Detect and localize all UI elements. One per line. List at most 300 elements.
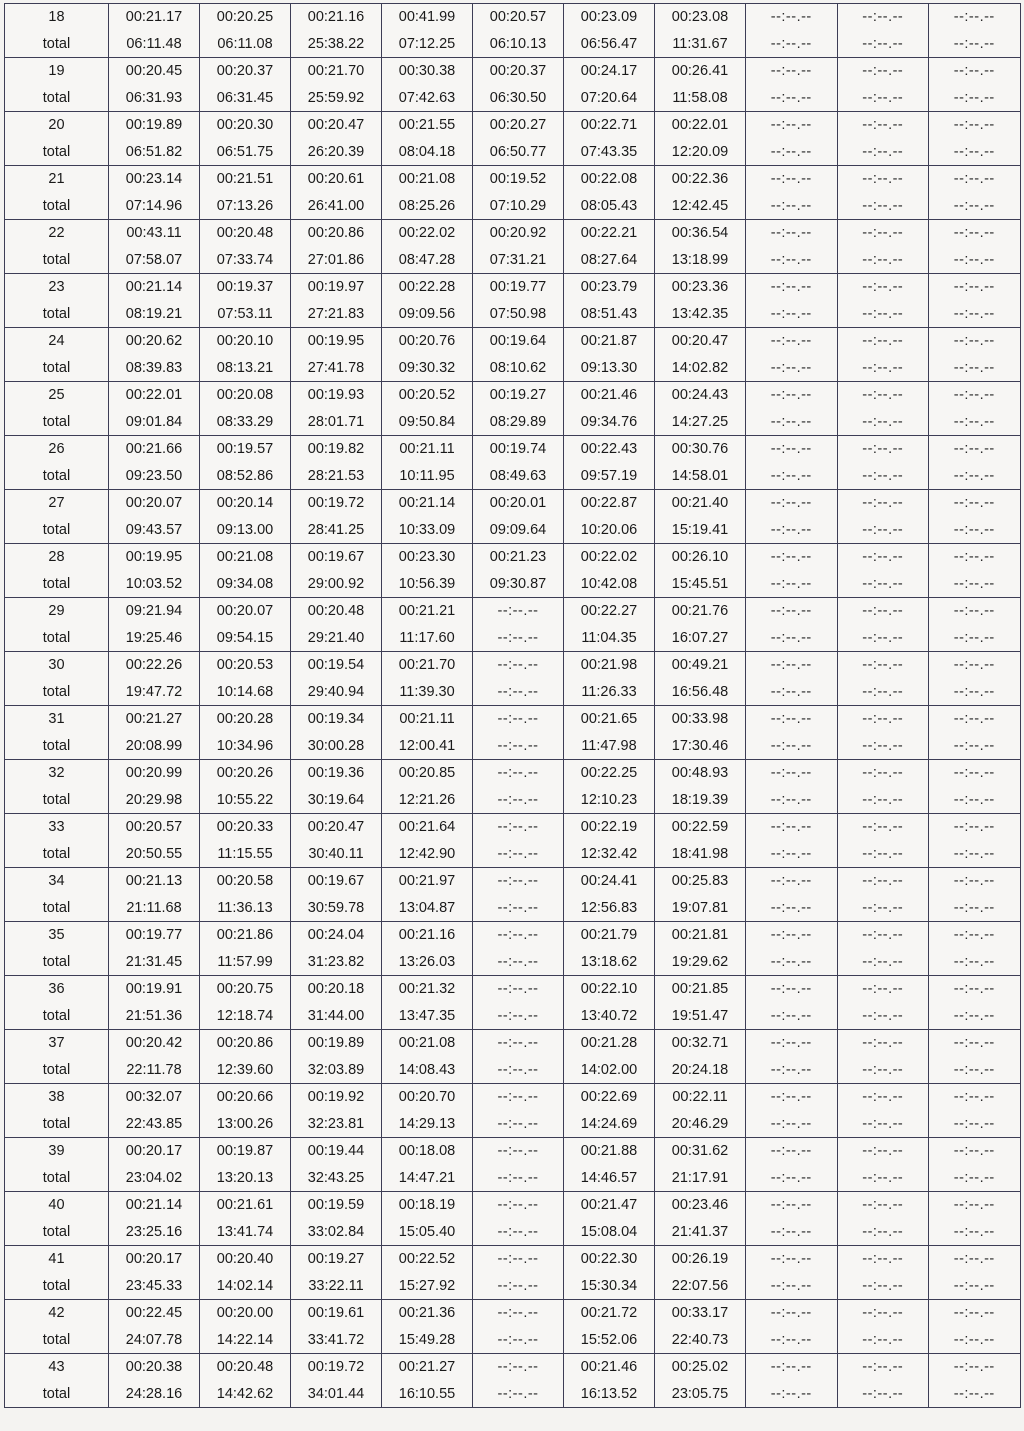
time-cell: 00:22.71 xyxy=(564,112,655,139)
lap-number: 28 xyxy=(5,544,109,571)
time-cell: --:--.-- xyxy=(837,382,929,409)
time-cell: 20:29.98 xyxy=(109,787,200,814)
time-cell: --:--.-- xyxy=(746,301,838,328)
time-cell: --:--.-- xyxy=(746,976,838,1003)
time-cell: 00:30.38 xyxy=(382,58,473,85)
total-row xyxy=(5,517,1021,544)
time-cell: 14:08.43 xyxy=(382,1057,473,1084)
time-cell: --:--.-- xyxy=(473,1354,564,1381)
time-cell: 00:49.21 xyxy=(655,652,746,679)
time-cell: 00:21.72 xyxy=(564,1300,655,1327)
time-cell: 06:51.75 xyxy=(200,139,291,166)
time-cell: 28:01.71 xyxy=(291,409,382,436)
total-label: total xyxy=(5,787,109,814)
time-cell: 00:21.21 xyxy=(382,598,473,625)
time-cell: --:--.-- xyxy=(837,193,929,220)
lap-row xyxy=(5,976,1021,1003)
time-cell: --:--.-- xyxy=(929,1192,1021,1219)
time-cell: --:--.-- xyxy=(929,1246,1021,1273)
time-cell: 16:56.48 xyxy=(655,679,746,706)
time-cell: 00:20.37 xyxy=(200,58,291,85)
time-cell: 00:19.95 xyxy=(291,328,382,355)
time-cell: 00:21.98 xyxy=(564,652,655,679)
lap-row xyxy=(5,1246,1021,1273)
time-cell: 00:43.11 xyxy=(109,220,200,247)
time-cell: 00:20.70 xyxy=(382,1084,473,1111)
time-cell: 00:20.86 xyxy=(200,1030,291,1057)
time-cell: 00:21.16 xyxy=(291,4,382,31)
lap-row xyxy=(5,112,1021,139)
time-cell: --:--.-- xyxy=(929,85,1021,112)
time-cell: 00:20.30 xyxy=(200,112,291,139)
time-cell: 29:40.94 xyxy=(291,679,382,706)
total-label: total xyxy=(5,1165,109,1192)
time-cell: 00:22.25 xyxy=(564,760,655,787)
total-row xyxy=(5,1219,1021,1246)
time-cell: 15:05.40 xyxy=(382,1219,473,1246)
time-cell: --:--.-- xyxy=(837,1165,929,1192)
time-cell: 00:23.79 xyxy=(564,274,655,301)
total-row xyxy=(5,679,1021,706)
time-cell: --:--.-- xyxy=(837,1219,929,1246)
time-cell: --:--.-- xyxy=(929,760,1021,787)
time-cell: 22:40.73 xyxy=(655,1327,746,1354)
time-cell: 00:21.14 xyxy=(109,274,200,301)
time-cell: --:--.-- xyxy=(473,652,564,679)
time-cell: --:--.-- xyxy=(929,706,1021,733)
total-row xyxy=(5,1381,1021,1408)
lap-number: 33 xyxy=(5,814,109,841)
total-row xyxy=(5,31,1021,58)
time-cell: --:--.-- xyxy=(746,409,838,436)
total-label: total xyxy=(5,1057,109,1084)
time-cell: 07:53.11 xyxy=(200,301,291,328)
time-cell: 06:50.77 xyxy=(473,139,564,166)
time-cell: 00:21.23 xyxy=(473,544,564,571)
time-cell: 00:21.13 xyxy=(109,868,200,895)
time-cell: 00:20.37 xyxy=(473,58,564,85)
time-cell: 00:20.52 xyxy=(382,382,473,409)
time-cell: --:--.-- xyxy=(837,598,929,625)
time-cell: --:--.-- xyxy=(473,1003,564,1030)
time-cell: 00:22.19 xyxy=(564,814,655,841)
time-cell: --:--.-- xyxy=(929,814,1021,841)
time-cell: 00:21.27 xyxy=(109,706,200,733)
time-cell: --:--.-- xyxy=(929,31,1021,58)
time-cell: 00:21.08 xyxy=(200,544,291,571)
time-cell: 00:22.43 xyxy=(564,436,655,463)
time-cell: --:--.-- xyxy=(837,139,929,166)
time-cell: 00:20.92 xyxy=(473,220,564,247)
time-cell: 07:50.98 xyxy=(473,301,564,328)
time-cell: 00:20.45 xyxy=(109,58,200,85)
time-cell: --:--.-- xyxy=(746,1300,838,1327)
time-cell: --:--.-- xyxy=(929,1300,1021,1327)
time-cell: 07:10.29 xyxy=(473,193,564,220)
time-cell: 00:19.67 xyxy=(291,868,382,895)
time-cell: 24:28.16 xyxy=(109,1381,200,1408)
time-cell: 00:21.70 xyxy=(382,652,473,679)
time-cell: 19:07.81 xyxy=(655,895,746,922)
time-cell: --:--.-- xyxy=(473,814,564,841)
time-cell: --:--.-- xyxy=(837,1138,929,1165)
time-cell: 00:20.62 xyxy=(109,328,200,355)
lap-number: 41 xyxy=(5,1246,109,1273)
total-row xyxy=(5,1327,1021,1354)
time-cell: 00:20.38 xyxy=(109,1354,200,1381)
time-cell: 20:08.99 xyxy=(109,733,200,760)
time-cell: --:--.-- xyxy=(746,1327,838,1354)
time-cell: --:--.-- xyxy=(837,1030,929,1057)
time-cell: 00:19.89 xyxy=(291,1030,382,1057)
time-cell: 30:59.78 xyxy=(291,895,382,922)
time-cell: 16:10.55 xyxy=(382,1381,473,1408)
time-cell: --:--.-- xyxy=(746,1192,838,1219)
lap-number: 38 xyxy=(5,1084,109,1111)
time-cell: 29:00.92 xyxy=(291,571,382,598)
time-cell: 23:45.33 xyxy=(109,1273,200,1300)
time-cell: --:--.-- xyxy=(746,436,838,463)
time-cell: 00:21.27 xyxy=(382,1354,473,1381)
time-cell: 00:19.87 xyxy=(200,1138,291,1165)
time-cell: 09:09.64 xyxy=(473,517,564,544)
time-cell: 00:21.81 xyxy=(655,922,746,949)
time-cell: 08:19.21 xyxy=(109,301,200,328)
time-cell: 10:55.22 xyxy=(200,787,291,814)
total-row xyxy=(5,409,1021,436)
time-cell: 32:03.89 xyxy=(291,1057,382,1084)
time-cell: 08:13.21 xyxy=(200,355,291,382)
time-cell: 32:43.25 xyxy=(291,1165,382,1192)
time-cell: --:--.-- xyxy=(746,1354,838,1381)
time-cell: 00:21.46 xyxy=(564,1354,655,1381)
lap-row xyxy=(5,382,1021,409)
time-cell: 00:22.52 xyxy=(382,1246,473,1273)
time-cell: 09:23.50 xyxy=(109,463,200,490)
time-cell: --:--.-- xyxy=(837,625,929,652)
time-cell: --:--.-- xyxy=(837,841,929,868)
time-cell: 11:26.33 xyxy=(564,679,655,706)
time-cell: 15:49.28 xyxy=(382,1327,473,1354)
time-cell: 00:19.92 xyxy=(291,1084,382,1111)
time-cell: --:--.-- xyxy=(929,1273,1021,1300)
total-label: total xyxy=(5,301,109,328)
time-cell: --:--.-- xyxy=(929,112,1021,139)
time-cell: 09:57.19 xyxy=(564,463,655,490)
time-cell: 00:24.17 xyxy=(564,58,655,85)
time-cell: 00:18.19 xyxy=(382,1192,473,1219)
time-cell: 14:46.57 xyxy=(564,1165,655,1192)
time-cell: 00:20.57 xyxy=(473,4,564,31)
lap-row xyxy=(5,328,1021,355)
table-body xyxy=(5,4,1021,1408)
time-cell: --:--.-- xyxy=(837,1246,929,1273)
time-cell: 06:11.08 xyxy=(200,31,291,58)
time-cell: 00:20.75 xyxy=(200,976,291,1003)
time-cell: 00:19.61 xyxy=(291,1300,382,1327)
lap-number: 22 xyxy=(5,220,109,247)
time-cell: 00:22.21 xyxy=(564,220,655,247)
time-cell: 19:29.62 xyxy=(655,949,746,976)
time-cell: 00:22.36 xyxy=(655,166,746,193)
time-cell: --:--.-- xyxy=(746,652,838,679)
time-cell: --:--.-- xyxy=(929,679,1021,706)
lap-number: 32 xyxy=(5,760,109,787)
time-cell: 12:32.42 xyxy=(564,841,655,868)
time-cell: --:--.-- xyxy=(473,733,564,760)
time-cell: 00:19.74 xyxy=(473,436,564,463)
time-cell: --:--.-- xyxy=(746,328,838,355)
time-cell: --:--.-- xyxy=(929,436,1021,463)
time-cell: 00:20.40 xyxy=(200,1246,291,1273)
time-cell: 28:21.53 xyxy=(291,463,382,490)
time-cell: 13:26.03 xyxy=(382,949,473,976)
time-cell: 14:29.13 xyxy=(382,1111,473,1138)
time-cell: 00:21.55 xyxy=(382,112,473,139)
lap-number: 27 xyxy=(5,490,109,517)
time-cell: --:--.-- xyxy=(837,247,929,274)
time-cell: --:--.-- xyxy=(837,409,929,436)
time-cell: --:--.-- xyxy=(929,868,1021,895)
time-cell: --:--.-- xyxy=(746,949,838,976)
time-cell: --:--.-- xyxy=(837,1273,929,1300)
lap-number: 23 xyxy=(5,274,109,301)
time-cell: 08:49.63 xyxy=(473,463,564,490)
time-cell: 00:19.67 xyxy=(291,544,382,571)
time-cell: --:--.-- xyxy=(746,112,838,139)
lap-number: 40 xyxy=(5,1192,109,1219)
time-cell: 00:23.08 xyxy=(655,4,746,31)
total-row xyxy=(5,355,1021,382)
time-cell: --:--.-- xyxy=(929,409,1021,436)
time-cell: --:--.-- xyxy=(746,706,838,733)
time-cell: 08:33.29 xyxy=(200,409,291,436)
time-cell: 09:09.56 xyxy=(382,301,473,328)
time-cell: 00:19.77 xyxy=(109,922,200,949)
lap-number: 31 xyxy=(5,706,109,733)
time-cell: --:--.-- xyxy=(929,787,1021,814)
time-cell: --:--.-- xyxy=(473,787,564,814)
total-row xyxy=(5,1165,1021,1192)
time-cell: 14:02.82 xyxy=(655,355,746,382)
total-label: total xyxy=(5,517,109,544)
time-cell: 00:20.27 xyxy=(473,112,564,139)
time-cell: 00:21.88 xyxy=(564,1138,655,1165)
time-cell: 00:26.10 xyxy=(655,544,746,571)
time-cell: 00:19.95 xyxy=(109,544,200,571)
total-label: total xyxy=(5,139,109,166)
time-cell: --:--.-- xyxy=(929,1165,1021,1192)
time-cell: 22:43.85 xyxy=(109,1111,200,1138)
time-cell: 21:51.36 xyxy=(109,1003,200,1030)
time-cell: 34:01.44 xyxy=(291,1381,382,1408)
time-cell: 00:23.36 xyxy=(655,274,746,301)
time-cell: --:--.-- xyxy=(746,517,838,544)
time-cell: --:--.-- xyxy=(473,598,564,625)
lap-row xyxy=(5,220,1021,247)
time-cell: 12:21.26 xyxy=(382,787,473,814)
total-label: total xyxy=(5,463,109,490)
time-cell: 00:21.47 xyxy=(564,1192,655,1219)
time-cell: 00:21.36 xyxy=(382,1300,473,1327)
time-cell: 00:20.33 xyxy=(200,814,291,841)
time-cell: 00:22.26 xyxy=(109,652,200,679)
time-cell: 00:22.08 xyxy=(564,166,655,193)
time-cell: --:--.-- xyxy=(746,139,838,166)
time-cell: 08:39.83 xyxy=(109,355,200,382)
time-cell: 00:21.65 xyxy=(564,706,655,733)
total-label: total xyxy=(5,841,109,868)
time-cell: 19:25.46 xyxy=(109,625,200,652)
lap-number: 35 xyxy=(5,922,109,949)
total-row xyxy=(5,571,1021,598)
time-cell: --:--.-- xyxy=(473,868,564,895)
time-cell: --:--.-- xyxy=(837,571,929,598)
time-cell: 00:19.97 xyxy=(291,274,382,301)
lap-number: 24 xyxy=(5,328,109,355)
time-cell: 07:12.25 xyxy=(382,31,473,58)
time-cell: --:--.-- xyxy=(746,760,838,787)
time-cell: --:--.-- xyxy=(929,220,1021,247)
time-cell: 00:23.14 xyxy=(109,166,200,193)
time-cell: 00:21.11 xyxy=(382,706,473,733)
time-cell: --:--.-- xyxy=(837,1084,929,1111)
time-cell: --:--.-- xyxy=(929,949,1021,976)
lap-number: 21 xyxy=(5,166,109,193)
time-cell: 07:42.63 xyxy=(382,85,473,112)
total-row xyxy=(5,463,1021,490)
time-cell: 00:20.86 xyxy=(291,220,382,247)
time-cell: 00:31.62 xyxy=(655,1138,746,1165)
time-cell: --:--.-- xyxy=(746,355,838,382)
time-cell: 12:10.23 xyxy=(564,787,655,814)
time-cell: 11:39.30 xyxy=(382,679,473,706)
time-cell: --:--.-- xyxy=(746,625,838,652)
time-cell: 00:21.28 xyxy=(564,1030,655,1057)
time-cell: 00:21.40 xyxy=(655,490,746,517)
time-cell: 20:24.18 xyxy=(655,1057,746,1084)
time-cell: 07:58.07 xyxy=(109,247,200,274)
time-cell: 09:54.15 xyxy=(200,625,291,652)
total-label: total xyxy=(5,733,109,760)
time-cell: 08:05.43 xyxy=(564,193,655,220)
time-cell: --:--.-- xyxy=(746,382,838,409)
lap-row xyxy=(5,274,1021,301)
time-cell: --:--.-- xyxy=(837,4,929,31)
lap-row xyxy=(5,868,1021,895)
time-cell: 00:20.07 xyxy=(109,490,200,517)
lap-row xyxy=(5,4,1021,31)
time-cell: 22:11.78 xyxy=(109,1057,200,1084)
time-cell: --:--.-- xyxy=(746,1111,838,1138)
time-cell: --:--.-- xyxy=(929,139,1021,166)
time-cell: 00:32.71 xyxy=(655,1030,746,1057)
lap-row xyxy=(5,706,1021,733)
time-cell: 00:24.41 xyxy=(564,868,655,895)
time-cell: 33:02.84 xyxy=(291,1219,382,1246)
time-cell: --:--.-- xyxy=(837,976,929,1003)
lap-row xyxy=(5,922,1021,949)
time-cell: 00:23.30 xyxy=(382,544,473,571)
time-cell: --:--.-- xyxy=(929,1219,1021,1246)
time-cell: --:--.-- xyxy=(473,1192,564,1219)
total-label: total xyxy=(5,193,109,220)
lap-number: 18 xyxy=(5,4,109,31)
time-cell: 06:10.13 xyxy=(473,31,564,58)
total-row xyxy=(5,733,1021,760)
total-label: total xyxy=(5,679,109,706)
time-cell: --:--.-- xyxy=(473,841,564,868)
time-cell: 00:36.54 xyxy=(655,220,746,247)
time-cell: 15:08.04 xyxy=(564,1219,655,1246)
total-row xyxy=(5,895,1021,922)
total-row xyxy=(5,625,1021,652)
lap-row xyxy=(5,166,1021,193)
time-cell: --:--.-- xyxy=(746,166,838,193)
time-cell: --:--.-- xyxy=(473,1327,564,1354)
time-cell: 10:33.09 xyxy=(382,517,473,544)
time-cell: 30:40.11 xyxy=(291,841,382,868)
time-cell: --:--.-- xyxy=(746,733,838,760)
time-cell: 27:01.86 xyxy=(291,247,382,274)
lap-row xyxy=(5,544,1021,571)
time-cell: --:--.-- xyxy=(929,598,1021,625)
lap-row xyxy=(5,1138,1021,1165)
time-cell: 00:20.48 xyxy=(200,1354,291,1381)
time-cell: --:--.-- xyxy=(837,949,929,976)
time-cell: 07:20.64 xyxy=(564,85,655,112)
time-cell: 00:21.16 xyxy=(382,922,473,949)
time-cell: 32:23.81 xyxy=(291,1111,382,1138)
time-cell: 12:20.09 xyxy=(655,139,746,166)
time-cell: 12:18.74 xyxy=(200,1003,291,1030)
total-row xyxy=(5,193,1021,220)
time-cell: --:--.-- xyxy=(837,436,929,463)
lap-times-table xyxy=(4,3,1021,1408)
time-cell: 20:50.55 xyxy=(109,841,200,868)
time-cell: 12:42.45 xyxy=(655,193,746,220)
time-cell: 00:21.17 xyxy=(109,4,200,31)
time-cell: 00:20.61 xyxy=(291,166,382,193)
time-cell: --:--.-- xyxy=(746,58,838,85)
total-label: total xyxy=(5,625,109,652)
time-cell: 18:41.98 xyxy=(655,841,746,868)
time-cell: 00:20.66 xyxy=(200,1084,291,1111)
lap-row xyxy=(5,1354,1021,1381)
lap-row xyxy=(5,814,1021,841)
time-cell: --:--.-- xyxy=(746,1030,838,1057)
time-cell: 00:23.46 xyxy=(655,1192,746,1219)
time-cell: 00:20.47 xyxy=(655,328,746,355)
time-cell: 09:13.30 xyxy=(564,355,655,382)
time-cell: 33:22.11 xyxy=(291,1273,382,1300)
time-cell: --:--.-- xyxy=(929,1003,1021,1030)
time-cell: --:--.-- xyxy=(473,1300,564,1327)
time-cell: --:--.-- xyxy=(746,841,838,868)
time-cell: 11:17.60 xyxy=(382,625,473,652)
time-cell: 17:30.46 xyxy=(655,733,746,760)
time-cell: 21:31.45 xyxy=(109,949,200,976)
time-cell: 00:19.27 xyxy=(473,382,564,409)
time-cell: 09:30.87 xyxy=(473,571,564,598)
time-cell: 00:19.72 xyxy=(291,1354,382,1381)
time-cell: --:--.-- xyxy=(746,193,838,220)
time-cell: --:--.-- xyxy=(929,328,1021,355)
time-cell: 07:43.35 xyxy=(564,139,655,166)
time-cell: --:--.-- xyxy=(837,652,929,679)
time-cell: 00:21.76 xyxy=(655,598,746,625)
time-cell: --:--.-- xyxy=(473,1138,564,1165)
